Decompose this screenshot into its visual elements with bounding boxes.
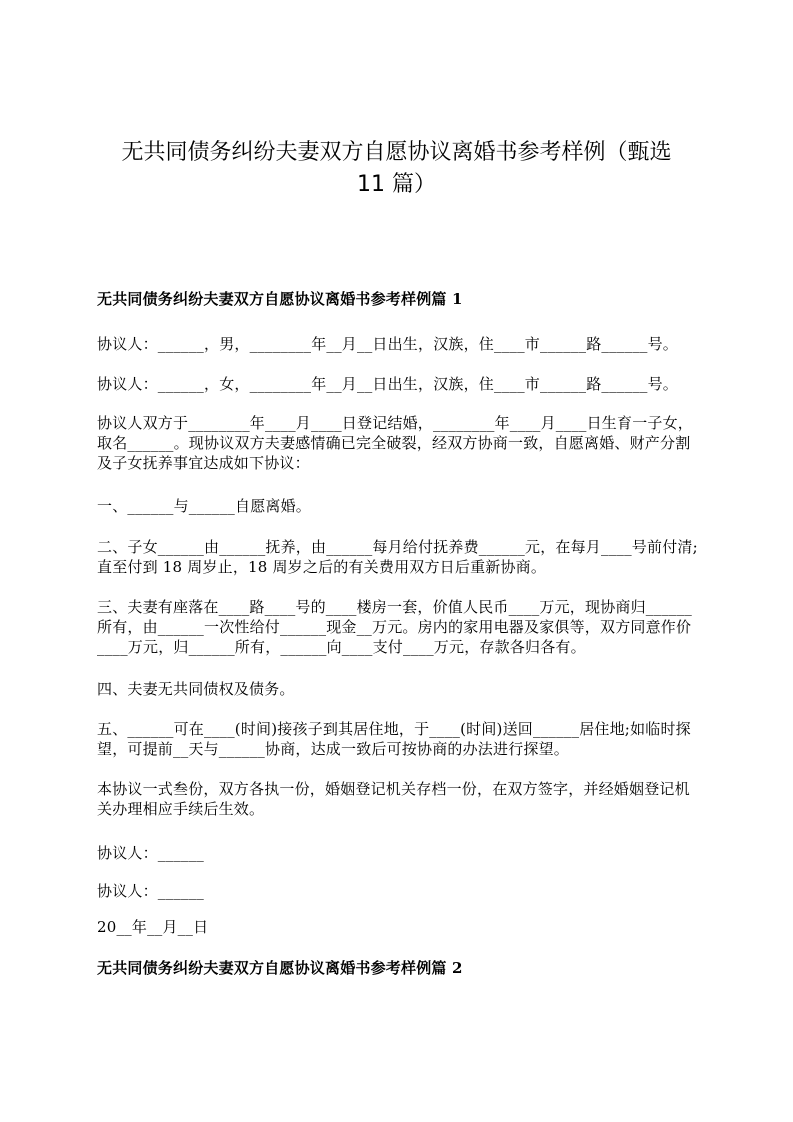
title-line-2: 11 篇） xyxy=(357,172,436,197)
clause-3: 三、夫妻有座落在____路____号的____楼房一套，价值人民币____万元，现协商归______所有，由______一次性给付______现金__万元。房内的家用电器及家俱等，双方同意作价____万元，归______所有，______向____支付____万元，存款各归各有。 xyxy=(97,598,693,656)
clause-5: 五、______可在____(时间)接孩子到其居住地，于____(时间)送回______居住地;如临时探望，可提前__天与______协商，达成一致后可按协商的办法进行探望。 xyxy=(97,720,691,758)
title-line-1: 无共同债务纠纷夫妻双方自愿协议离婚书参考样例（甄选 xyxy=(121,140,672,165)
intro-paragraph: 协议人双方于________年____月____日登记结婚，________年____月____日生育一子女，取名______。现协议双方夫妻感情确已完全破裂，经双方协商一致，自愿离婚、财产分割及子女抚养事宜达成如下协议： xyxy=(97,414,694,472)
signature-1: 协议人：______ xyxy=(97,844,205,862)
signature-2: 协议人：______ xyxy=(97,882,205,900)
clause-4: 四、夫妻无共同债权及债务。 xyxy=(97,680,295,698)
section-2-heading: 无共同债务纠纷夫妻双方自愿协议离婚书参考样例篇 2 xyxy=(97,959,463,977)
party-2-line: 协议人：______，女，________年__月__日出生，汉族，住____市______路______号。 xyxy=(97,375,679,393)
clause-1: 一、______与______自愿离婚。 xyxy=(97,497,312,515)
party-1-line: 协议人：______，男，________年__月__日出生，汉族，住____市______路______号。 xyxy=(97,335,679,353)
document-title xyxy=(80,137,713,201)
clause-2: 二、子女______由______抚养，由______每月给付抚养费______元，在每月____号前付清;直至付到 18 周岁止，18 周岁之后的有关费用双方日后重新协商。 xyxy=(97,538,698,576)
closing-paragraph: 本协议一式叁份，双方各执一份，婚姻登记机关存档一份，在双方签字，并经婚姻登记机关办理相应手续后生效。 xyxy=(97,780,690,818)
date-line: 20__年__月__日 xyxy=(97,918,209,936)
section-1-heading: 无共同债务纠纷夫妻双方自愿协议离婚书参考样例篇 1 xyxy=(97,290,463,308)
